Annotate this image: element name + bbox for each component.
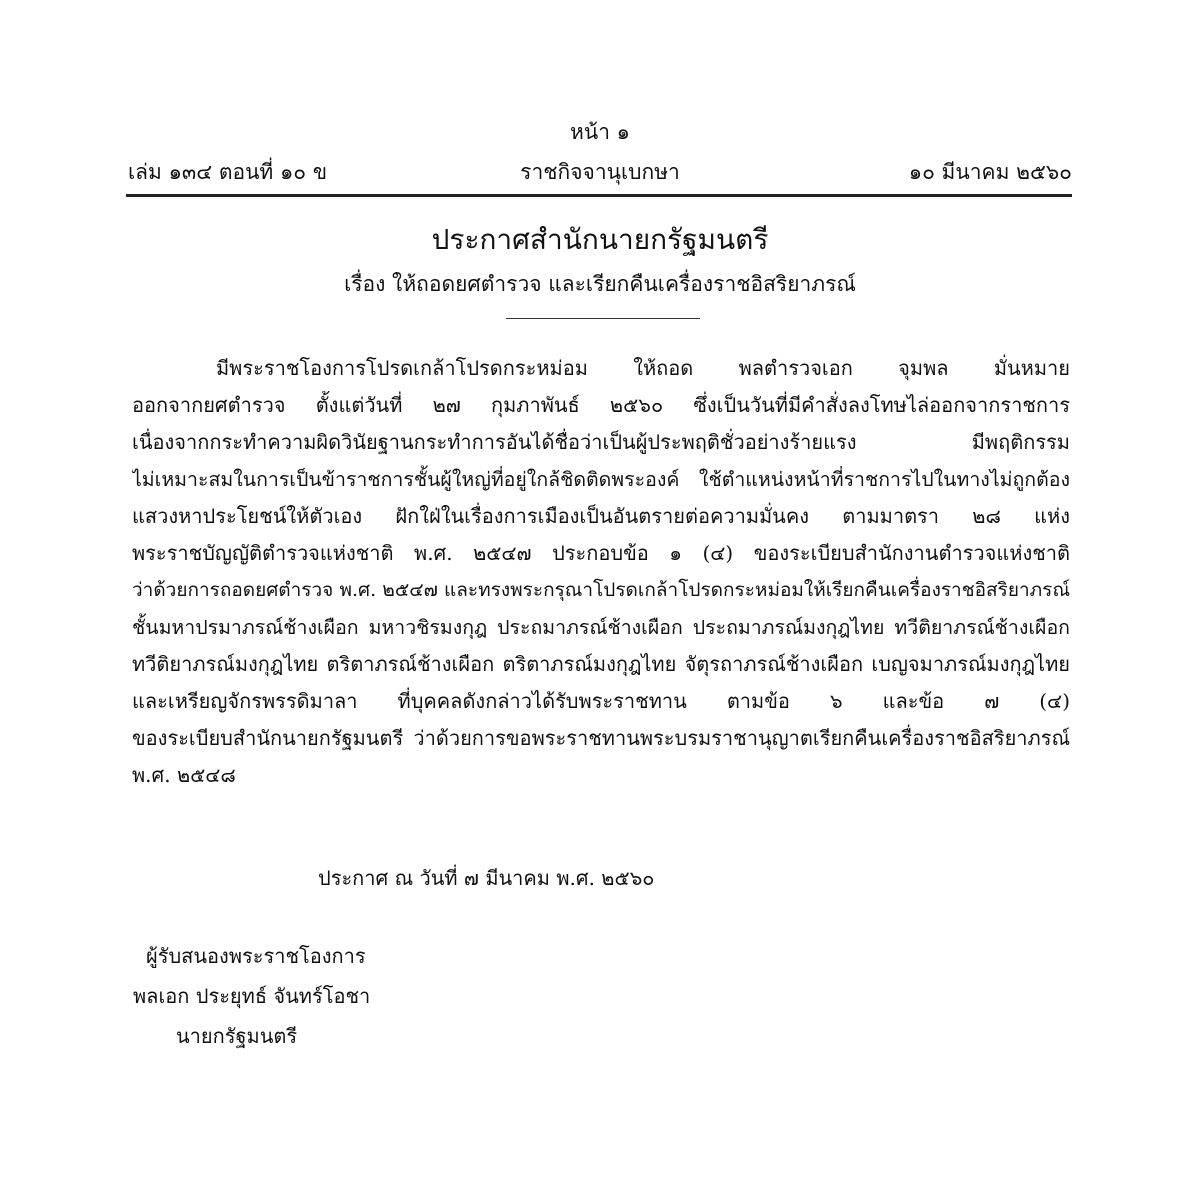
signatory-position: นายกรัฐมนตรี — [176, 1024, 298, 1048]
body-line: พระราชบัญญัติตำรวจแห่งชาติ พ.ศ. ๒๕๔๗ ประกอบข้อ ๑ (๔) ของระเบียบสำนักงานตำรวจแห่งชาติ — [132, 541, 1070, 565]
announcement-body — [132, 350, 1070, 794]
body-line: ของระเบียบสำนักนายกรัฐมนตรี ว่าด้วยการขอพระราชทานพระบรมราชานุญาตเรียกคืนเครื่องราชอิสริยาภรณ์ — [132, 726, 1070, 750]
gazette-header — [128, 156, 1072, 186]
header-divider — [126, 194, 1072, 197]
body-line: ไม่เหมาะสมในการเป็นข้าราชการชั้นผู้ใหญ่ที่อยู่ใกล้ชิดติดพระองค์ ใช้ตำแหน่งหน้าที่ราชการไปในทางไม่ถูกต้อง — [132, 468, 1070, 491]
body-line: มีพระราชโองการโปรดเกล้าโปรดกระหม่อม ให้ถอด พลตำรวจเอก จุมพล มั่นหมาย — [216, 356, 1070, 380]
volume-issue: เล่ม ๑๓๔ ตอนที่ ๑๐ ข — [128, 160, 328, 184]
issue-date: ๑๐ มีนาคม ๒๕๖๐ — [908, 160, 1072, 184]
gazette-name: ราชกิจจานุเบกษา — [520, 160, 680, 184]
title-divider — [506, 318, 700, 319]
body-line: ออกจากยศตำรวจ ตั้งแต่วันที่ ๒๗ กุมภาพันธ์ ๒๕๖๐ ซึ่งเป็นวันที่มีคำสั่งลงโทษไล่ออกจากราชการ — [132, 393, 1070, 417]
body-line: เนื่องจากกระทำความผิดวินัยฐานกระทำการอันได้ชื่อว่าเป็นผู้ประพฤติชั่วอย่างร้ายแรง มีพฤติกรรม — [132, 430, 1070, 454]
page-number: หน้า ๑ — [570, 120, 630, 144]
body-line: แสวงหาประโยชน์ให้ตัวเอง ฝักใฝ่ในเรื่องการเมืองเป็นอันตรายต่อความมั่นคง ตามมาตรา ๒๘ แห่ง — [132, 504, 1070, 528]
body-line: ทวีติยาภรณ์มงกุฎไทย ตริตาภรณ์ช้างเผือก ตริตาภรณ์มงกุฎไทย จัตุรถาภรณ์ช้างเผือก เบญจมาภรณ์มงกุฎไทย — [132, 652, 1070, 676]
countersign-title: ผู้รับสนองพระราชโองการ — [146, 944, 366, 968]
announcement-date: ประกาศ ณ วันที่ ๗ มีนาคม พ.ศ. ๒๕๖๐ — [318, 866, 655, 890]
body-line: พ.ศ. ๒๕๔๘ — [132, 763, 236, 787]
body-line: ชั้นมหาปรมาภรณ์ช้างเผือก มหาวชิรมงกุฎ ประถมาภรณ์ช้างเผือก ประถมาภรณ์มงกุฎไทย ทวีติยาภรณ์ช้างเผือก — [132, 616, 1070, 639]
signatory-name: พลเอก ประยุทธ์ จันทร์โอชา — [133, 984, 371, 1008]
announcement-subject: เรื่อง ให้ถอดยศตำรวจ และเรียกคืนเครื่องราชอิสริยาภรณ์ — [344, 272, 856, 296]
body-line: ว่าด้วยการถอดยศตำรวจ พ.ศ. ๒๕๔๗ และทรงพระกรุณาโปรดเกล้าโปรดกระหม่อมให้เรียกคืนเครื่องราชอิสริยาภรณ์ — [132, 579, 1070, 601]
announcement-title: ประกาศสำนักนายกรัฐมนตรี — [431, 223, 769, 256]
body-line: และเหรียญจักรพรรดิมาลา ที่บุคคลดังกล่าวได้รับพระราชทาน ตามข้อ ๖ และข้อ ๗ (๔) — [132, 689, 1070, 713]
